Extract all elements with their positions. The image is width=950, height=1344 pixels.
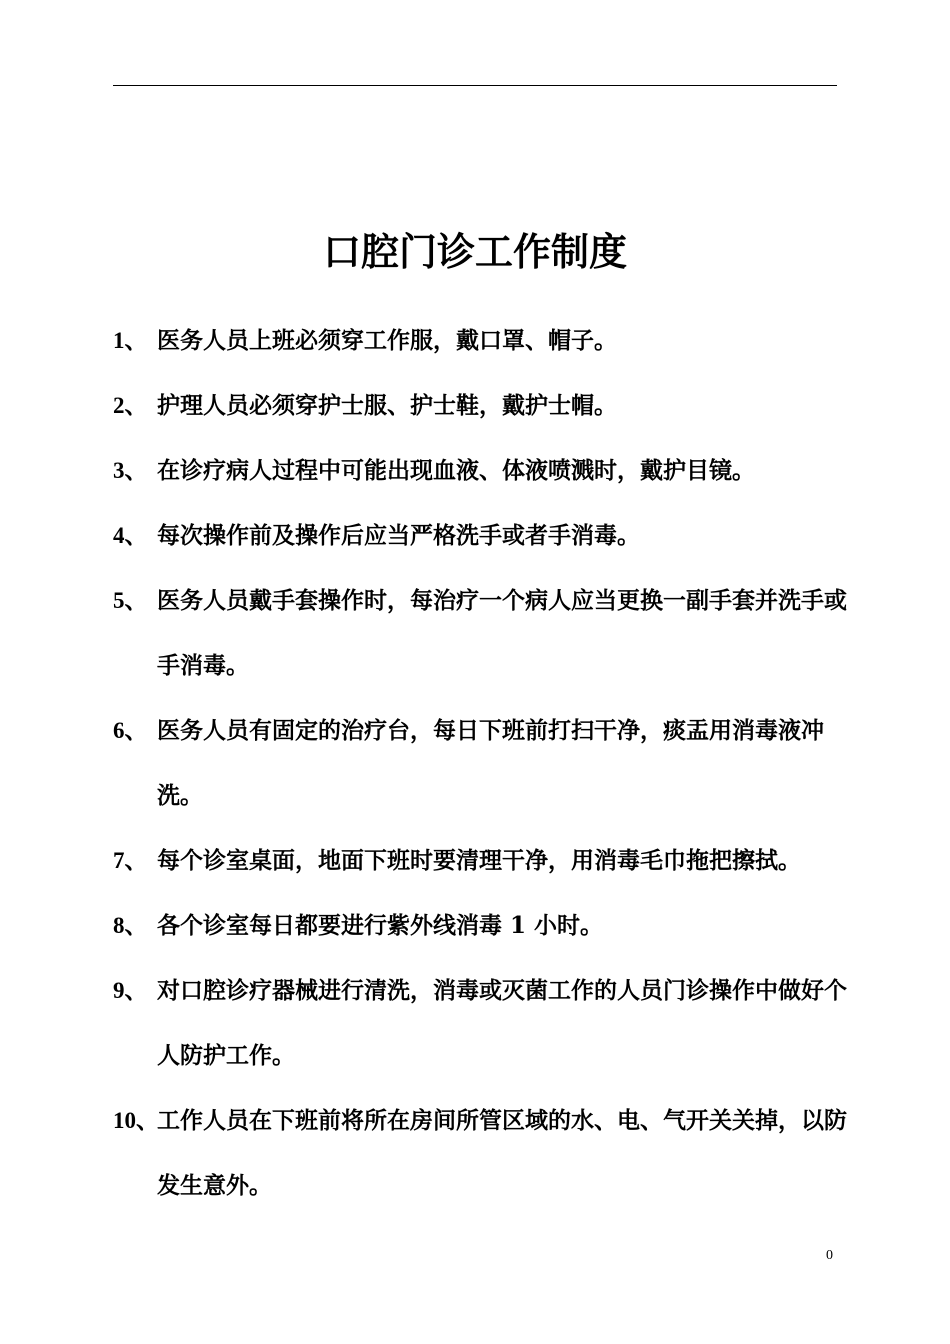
header-rule [113, 85, 837, 86]
rule-text: 在诊疗病人过程中可能出现血液、体液喷溅时，戴护目镜。 [157, 457, 755, 484]
rule-number: 4、 [113, 523, 148, 548]
rule-number: 9、 [113, 978, 148, 1003]
rule-number: 5、 [113, 588, 148, 613]
rule-item [113, 373, 853, 438]
rule-text: 每次操作前及操作后应当严格洗手或者手消毒。 [157, 522, 640, 549]
rule-item [113, 828, 853, 893]
rule-item [113, 1088, 853, 1218]
rule-item [113, 698, 853, 828]
rule-text: 医务人员上班必须穿工作服，戴口罩、帽子。 [157, 327, 617, 354]
rule-item [113, 958, 853, 1088]
rules-list [113, 308, 853, 1218]
rule-item [113, 893, 853, 958]
rule-number: 2、 [113, 393, 148, 418]
rule-number: 1、 [113, 328, 148, 353]
rule-text: 护理人员必须穿护士服、护士鞋，戴护士帽。 [157, 392, 617, 419]
rule-text: 医务人员有固定的治疗台，每日下班前打扫干净，痰盂用消毒液冲洗。 [157, 717, 824, 809]
rule-item [113, 568, 853, 698]
rule-item [113, 308, 853, 373]
rule-item [113, 438, 853, 503]
rule-number: 7、 [113, 848, 148, 873]
rule-number: 8、 [113, 913, 148, 938]
rule-number: 10、 [113, 1108, 159, 1133]
page-number: 0 [826, 1248, 833, 1263]
rule-text: 工作人员在下班前将所在房间所管区域的水、电、气开关关掉，以防发生意外。 [157, 1107, 847, 1199]
rule-number: 6、 [113, 718, 148, 743]
rule-item [113, 503, 853, 568]
rule-text: 每个诊室桌面，地面下班时要清理干净，用消毒毛巾拖把擦拭。 [157, 847, 801, 874]
rule-text: 医务人员戴手套操作时，每治疗一个病人应当更换一副手套并洗手或手消毒。 [157, 587, 847, 679]
rule-number: 3、 [113, 458, 148, 483]
document-title: 口腔门诊工作制度 [322, 229, 627, 274]
rule-text: 各个诊室每日都要进行紫外线消毒 1 小时。 [157, 912, 604, 939]
rule-text: 对口腔诊疗器械进行清洗，消毒或灭菌工作的人员门诊操作中做好个人防护工作。 [157, 977, 847, 1069]
